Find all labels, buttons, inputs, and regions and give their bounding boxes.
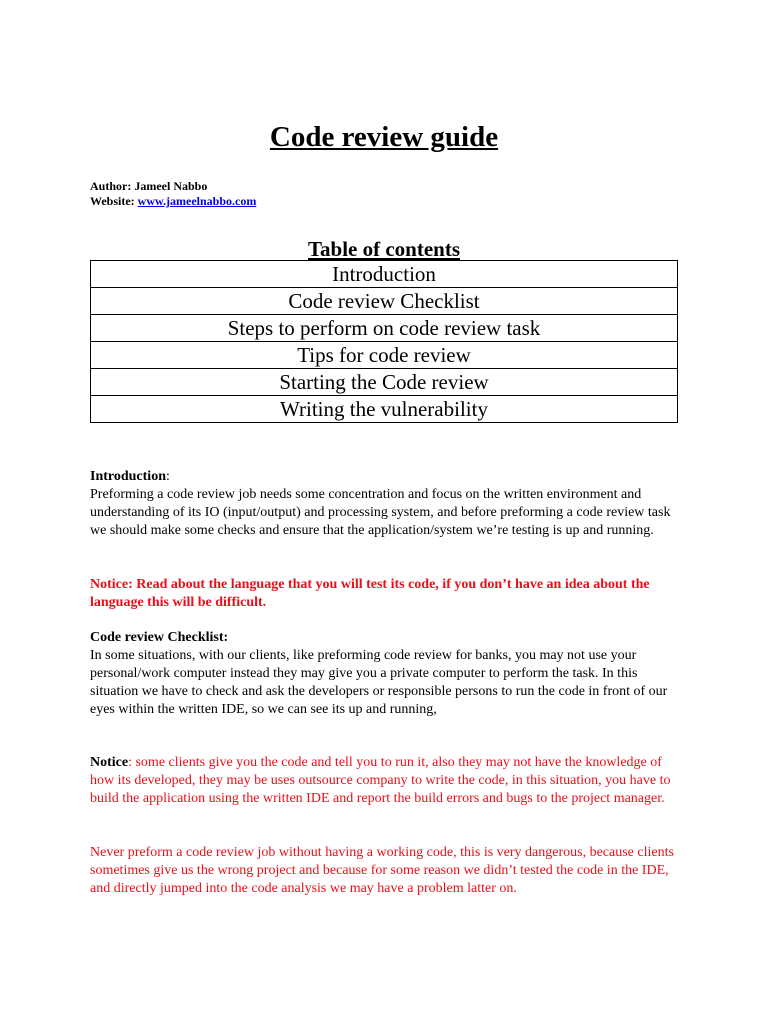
intro-body: Preforming a code review job needs some concentration and focus on the written environment and understanding of its IO (input/output) and processing system, and before preforming a code review task we should make some checks and ensure that the application/system we’re testing is up and running. (90, 487, 671, 538)
toc-item: Tips for code review (91, 342, 678, 369)
intro-section (90, 468, 685, 540)
toc-item: Introduction (91, 261, 678, 288)
author-label: Author: (90, 179, 132, 193)
page-title: Code review guide (269, 121, 499, 153)
notice-language: Notice: Read about the language that you will test its code, if you don’t have an idea about the language this will be difficult. (90, 577, 650, 610)
intro-heading: Introduction (90, 469, 166, 484)
author-name: Jameel Nabbo (134, 179, 208, 193)
checklist-heading: Code review Checklist: (90, 630, 229, 645)
toc-row (91, 288, 678, 315)
notice-label: Notice (90, 755, 129, 770)
author-block (90, 179, 256, 209)
toc-row (91, 396, 678, 423)
toc-row (91, 261, 678, 288)
checklist-section (90, 629, 685, 719)
website-link[interactable]: www.jameelnabbo.com (137, 194, 257, 208)
toc-item: Steps to perform on code review task (91, 315, 678, 342)
website-label: Website: (90, 194, 135, 208)
toc-row (91, 369, 678, 396)
toc-heading: Table of contents (307, 237, 461, 261)
author-line (90, 179, 256, 194)
notice-clients-body: : some clients give you the code and tell you to run it, also they may not have the knowledge of how its developed, they may be uses outsource company to write the code, in this situation, you have to build the application using the written IDE and report the build errors and bugs to the project manager. (90, 755, 671, 806)
toc-table (90, 260, 678, 423)
toc-item: Code review Checklist (91, 288, 678, 315)
toc-item: Writing the vulnerability (91, 396, 678, 423)
notice-clients (90, 754, 685, 808)
toc-row (91, 342, 678, 369)
checklist-body: In some situations, with our clients, like preforming code review for banks, you may not use your personal/work computer instead they may give you a private computer to perform the task. In this situation we have to check and ask the developers or responsible persons to run the code in front of our eyes within the written IDE, so we can see its up and running, (90, 648, 668, 717)
toc-row (91, 315, 678, 342)
toc-item: Starting the Code review (91, 369, 678, 396)
website-line (90, 194, 256, 209)
warning-paragraph: Never preform a code review job without having a working code, this is very dangerous, because clients sometimes give us the wrong project and because for some reason we didn’t tested the code in the IDE, and directly jumped into the code analysis we may have a problem latter on. (90, 845, 674, 896)
intro-colon: : (165, 469, 170, 484)
